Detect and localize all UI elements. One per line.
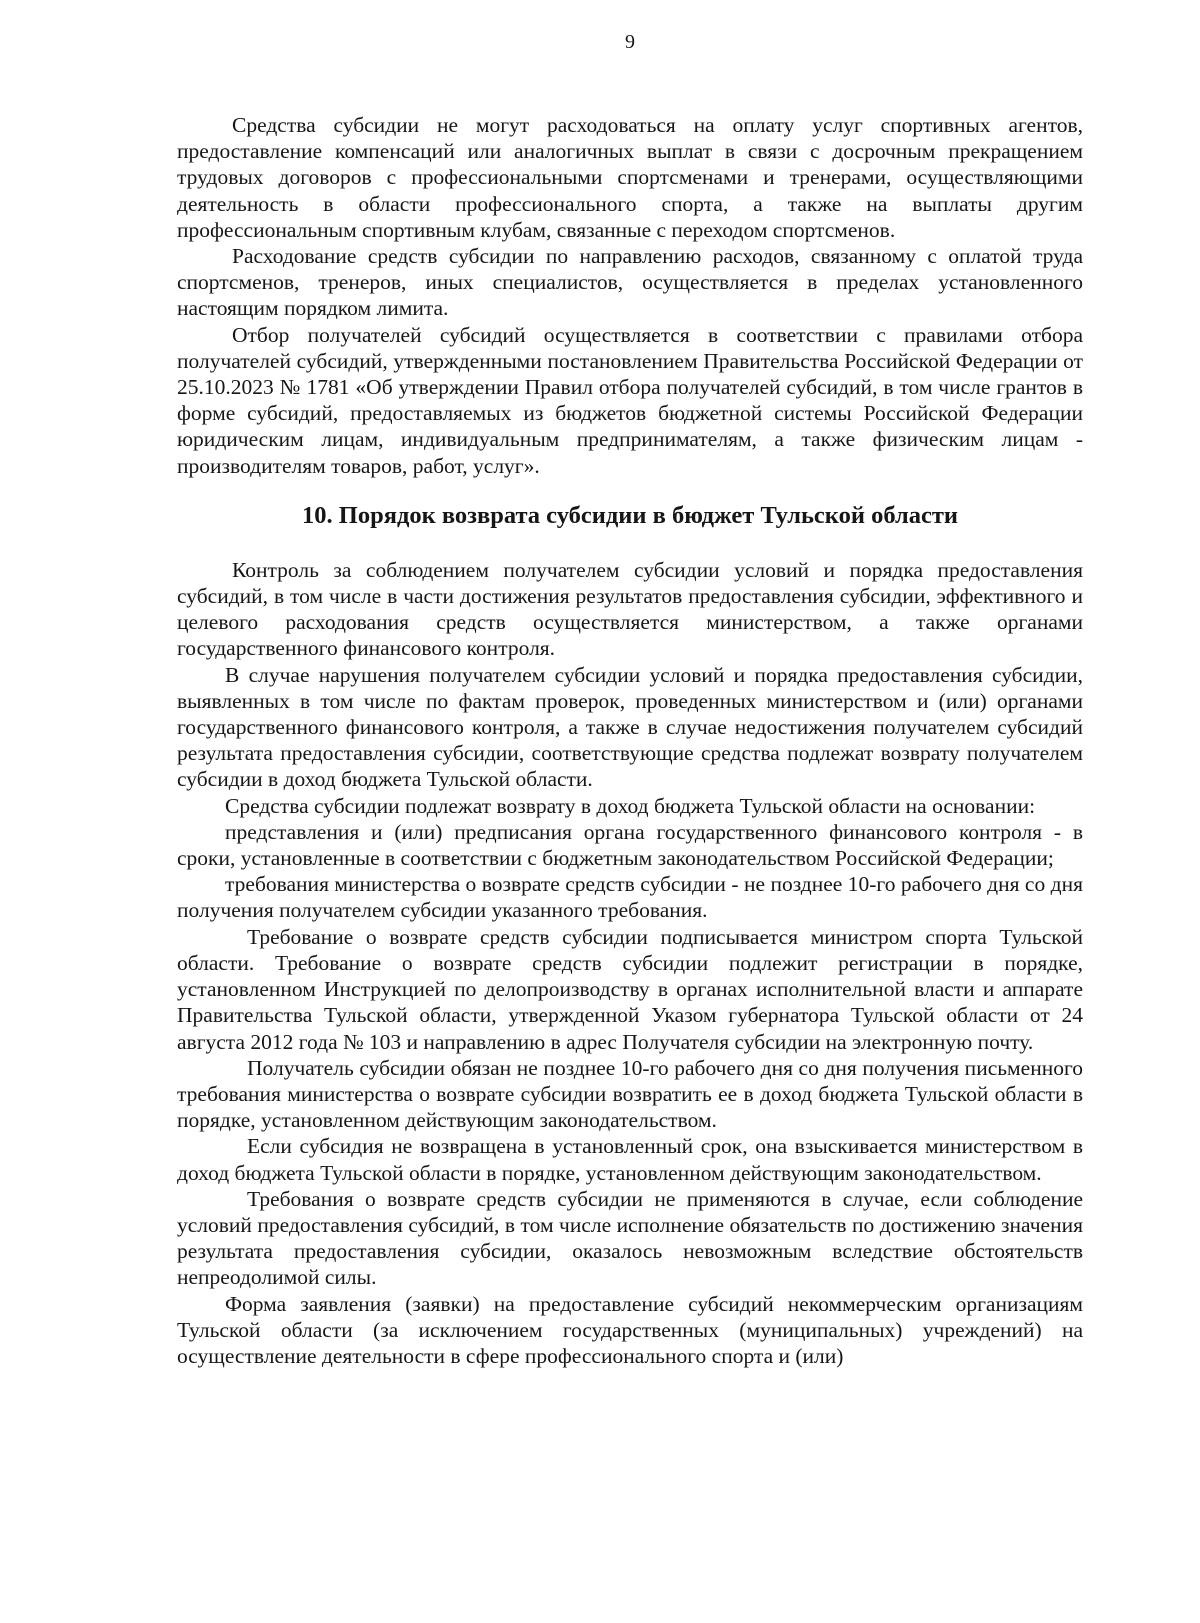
paragraph-salary-limit: Расходование средств субсидии по направлению расходов, связанному с оплатой труда спортсменов, тренеров, иных специалистов, осуществляется в пределах установленного настоящим порядком лимита.	[177, 244, 1083, 321]
page-number: 9	[625, 31, 635, 53]
paragraph-application-form: Форма заявления (заявки) на предоставление субсидий некоммерческим организациям Тульской области (за исключением государственных (муниципальных) учреждений) на осуществление деятельности в сфере профессионального спорта и (или)	[177, 1291, 1083, 1368]
document-body	[177, 112, 1083, 1369]
paragraph-violation: В случае нарушения получателем субсидии условий и порядка предоставления субсидии, выявленных в том числе по фактам проверок, проведенных министерством и (или) органами государственного финансового контроля, а также в случае недостижения получателем субсидий результата предоставления субсидии, соответствующие средства подлежат возврату получателем субсидии в доход бюджета Тульской области.	[177, 662, 1083, 792]
paragraph-requirement-signing: Требование о возврате средств субсидии подписывается министром спорта Тульской области. Требование о возврате средств субсидии подлежит регистрации в порядке, установленном Инструкцией по делопроизводству в органах исполнительной власти и аппарате Правительства Тульской области, утвержденной Указом губернатора Тульской области от 24 августа 2012 года № 103 и направлению в адрес Получателя субсидии на электронную почту.	[177, 924, 1083, 1054]
list-item-ministry-requirement: требования министерства о возврате средств субсидии - не позднее 10-го рабочего дня со дня получения получателем субсидии указанного требования.	[177, 872, 1083, 923]
list-item-control-order: представления и (или) предписания органа государственного финансового контроля - в сроки, установленные в соответствии с бюджетным законодательством Российской Федерации;	[177, 819, 1083, 871]
paragraph-control: Контроль за соблюдением получателем субсидии условий и порядка предоставления субсидий, в том числе в части достижения результатов предоставления субсидии, эффективного и целевого расходования средств осуществляется министерством, а также органами государственного финансового контроля.	[177, 557, 1083, 661]
paragraph-selection-rules: Отбор получателей субсидий осуществляется в соответствии с правилами отбора получателей субсидий, утвержденными постановлением Правительства Российской Федерации от 25.10.2023 № 1781 «Об утверждении Правил отбора получателей субсидий, в том числе грантов в форме субсидий, предоставляемых из бюджетов бюджетной системы Российской Федерации юридическим лицам, индивидуальным предпринимателям, а также физическим лицам - производителям товаров, работ, услуг».	[177, 322, 1083, 478]
paragraph-agent-fees: Средства субсидии не могут расходоваться на оплату услуг спортивных агентов, предоставление компенсаций или аналогичных выплат в связи с досрочным прекращением трудовых договоров с профессиональными спортсменами и тренерами, осуществляющими деятельность в области профессионального спорта, а также на выплаты другим профессиональным спортивным клубам, связанные с переходом спортсменов.	[177, 113, 1083, 242]
section-heading: 10. Порядок возврата субсидии в бюджет Тульской области	[302, 501, 958, 529]
paragraph-return-basis: Средства субсидии подлежат возврату в доход бюджета Тульской области на основании:	[225, 793, 1036, 818]
paragraph-recovery: Если субсидия не возвращена в установленный срок, она взыскивается министерством в доход бюджета Тульской области в порядке, установленном действующим законодательством.	[177, 1134, 1083, 1185]
paragraph-force-majeure: Требования о возврате средств субсидии не применяются в случае, если соблюдение условий предоставления субсидий, в том числе исполнение обязательств по достижению значения результата предоставления субсидии, оказалось невозможным вследствие обстоятельств непреодолимой силы.	[177, 1186, 1083, 1290]
paragraph-recipient-obligation: Получатель субсидии обязан не позднее 10-го рабочего дня со дня получения письменного требования министерства о возврате субсидии возвратить ее в доход бюджета Тульской области в порядке, установленном действующим законодательством.	[177, 1055, 1083, 1133]
